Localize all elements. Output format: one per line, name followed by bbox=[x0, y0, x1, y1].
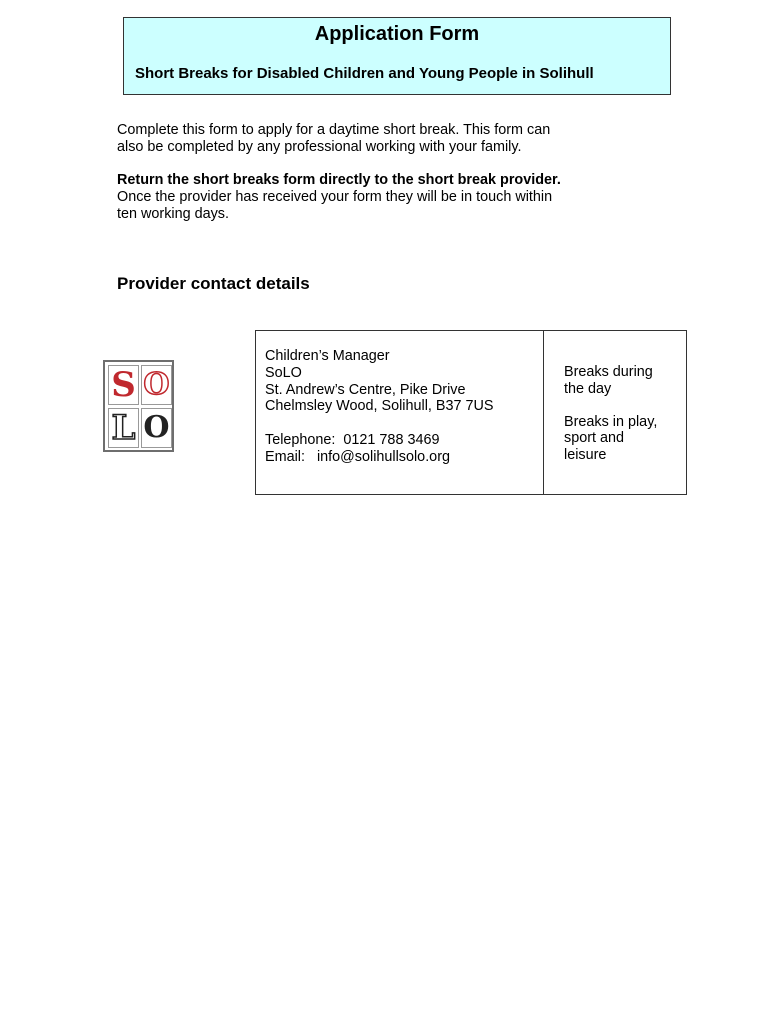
service-2-line-2: sport and bbox=[564, 430, 625, 447]
logo-letter-o: O bbox=[141, 365, 172, 405]
page-title: Application Form bbox=[314, 23, 480, 45]
page-subtitle: Short Breaks for Disabled Children and Young People in Solihull bbox=[135, 65, 594, 82]
logo-letter-s: S bbox=[108, 365, 139, 405]
services-cell bbox=[544, 331, 687, 495]
email-address: info@solihullsolo.org bbox=[316, 448, 450, 465]
response-time-note: Once the provider has received your form they will be in touch within ten working days. bbox=[117, 189, 553, 222]
intro-paragraph-1: Complete this form to apply for a daytime short break. This form can also be completed by any professional working with your family. bbox=[117, 122, 551, 155]
intro-text bbox=[117, 122, 572, 239]
contact-organisation: SoLO bbox=[265, 364, 302, 381]
intro-paragraph-2 bbox=[117, 172, 572, 223]
logo-letter-l: L bbox=[108, 408, 139, 448]
provider-contact-table bbox=[255, 330, 687, 495]
service-1-line-1: Breaks during bbox=[564, 364, 653, 380]
telephone-number: 0121 788 3469 bbox=[343, 432, 440, 449]
logo-letter-o-2: O bbox=[141, 408, 172, 448]
telephone-label: Telephone: bbox=[265, 432, 336, 449]
provider-heading: Provider contact details bbox=[117, 274, 310, 293]
return-instruction: Return the short breaks form directly to the short break provider. bbox=[117, 172, 561, 188]
email-label: Email: bbox=[265, 448, 305, 465]
contact-address-line2: Chelmsley Wood, Solihull, B37 7US bbox=[265, 398, 494, 415]
service-1-line-2: the day bbox=[564, 380, 612, 397]
contact-email-row bbox=[265, 449, 535, 466]
contact-address-cell bbox=[256, 331, 544, 495]
contact-address-line1: St. Andrew’s Centre, Pike Drive bbox=[265, 381, 466, 398]
contact-role: Children’s Manager bbox=[265, 348, 390, 364]
solo-logo bbox=[103, 360, 174, 452]
service-2-line-1: Breaks in play, bbox=[564, 413, 658, 430]
service-2-line-3: leisure bbox=[564, 447, 607, 464]
contact-telephone-row bbox=[265, 432, 535, 449]
title-box bbox=[123, 17, 671, 95]
